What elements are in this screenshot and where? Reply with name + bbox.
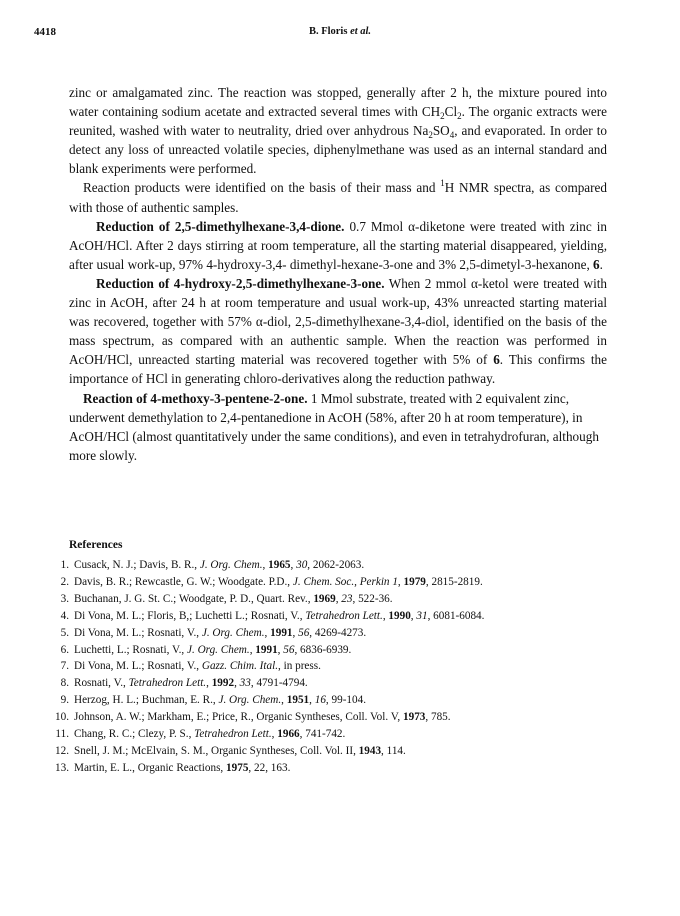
reference-volume: 56 xyxy=(298,626,310,639)
reference-item xyxy=(53,692,613,709)
reference-number: 5. xyxy=(60,626,69,639)
text: Cl xyxy=(444,104,458,120)
reference-item xyxy=(53,760,613,777)
reference-separator: , xyxy=(382,609,389,622)
reference-volume: 16 xyxy=(314,694,326,707)
running-header-authors: B. Floris xyxy=(308,26,348,37)
reference-separator: , xyxy=(277,643,284,656)
text: When 2 mmol α-ketol were treated with zinc in AcOH, after 24 h at room temperature and usual work-up, 43% unreacted starting material was recovered, together with 57% α-diol, 2,5-dimethylhexane-3,4-diol, identified on the basis of the mass spectrum, as compared with an authentic sample. When the reaction was performed in AcOH/HCl, unreacted starting material was recovered together with 5% of xyxy=(69,275,607,368)
reference-volume: 23 xyxy=(341,592,353,605)
reference-separator: , in press. xyxy=(278,660,321,673)
reference-separator: , xyxy=(410,609,417,622)
reference-journal: J. Org. Chem. xyxy=(218,694,282,707)
reference-pages: , 4269-4273. xyxy=(309,626,367,639)
reference-authors: Buchanan, J. G. St. C.; Woodgate, P. D., Quart. Rev., xyxy=(74,592,314,605)
reference-journal: Tetrahedron Lett. xyxy=(305,609,383,622)
reference-journal: J. Org. Chem. xyxy=(199,559,263,571)
reference-pages: , 4791-4794. xyxy=(250,677,308,690)
reference-item xyxy=(53,709,613,726)
article-body xyxy=(69,83,607,465)
reference-separator: , xyxy=(271,728,278,741)
reference-number: 7. xyxy=(60,660,69,673)
reference-year: 1966 xyxy=(277,728,300,741)
reference-item xyxy=(53,625,613,642)
reference-volume: 33 xyxy=(239,677,251,690)
reference-authors: Di Vona, M. L.; Rosnati, V., xyxy=(74,660,202,673)
reference-number: 6. xyxy=(60,643,69,656)
paragraph-ketol-reduction xyxy=(69,274,607,389)
reference-number: 12. xyxy=(55,744,69,757)
references-heading: References xyxy=(69,539,123,551)
reference-authors: Chang, R. C.; Clezy, P. S., xyxy=(74,728,195,741)
reference-separator: , xyxy=(249,643,256,656)
reference-authors: Di Vona, M. L.; Rosnati, V., xyxy=(74,626,202,639)
reference-separator: , xyxy=(281,694,287,707)
text: H NMR spectra, as compared with those of authentic samples. xyxy=(69,180,608,215)
reference-year: 1951 xyxy=(286,694,310,707)
reference-item xyxy=(53,574,613,591)
reference-item xyxy=(53,591,613,608)
reference-volume: 30 xyxy=(296,559,308,571)
reference-item xyxy=(53,608,613,625)
compound-number: 6 xyxy=(593,256,600,272)
reference-pages: 785. xyxy=(430,711,451,724)
reference-year: 1990 xyxy=(388,609,411,622)
text: , and evaporated. In order to detect any loss of unreacted volatile species, diphenylmethane was used as an internal standard and blank experiments were performed. xyxy=(69,123,607,177)
reference-pages: , 522-36. xyxy=(352,592,393,605)
reference-authors: Snell, J. M.; McElvain, S. M., Organic Syntheses, Coll. Vol. II, xyxy=(74,744,359,757)
reference-authors: Luchetti, L.; Rosnati, V., xyxy=(74,643,188,656)
reference-volume: 56 xyxy=(283,643,295,656)
reference-separator: , xyxy=(290,559,297,571)
subscript: 2 xyxy=(457,111,462,122)
reference-pages: , 2062-2063. xyxy=(307,559,365,571)
reference-item xyxy=(53,675,613,692)
reference-pages: 2815-2819. xyxy=(431,575,483,588)
subscript: 2 xyxy=(440,111,445,122)
reference-separator: , xyxy=(248,761,254,774)
reference-separator: , xyxy=(262,559,269,571)
reference-authors: Martin, E. L., Organic Reactions, xyxy=(74,761,227,774)
reference-item xyxy=(53,743,613,760)
reference-year: 1991 xyxy=(270,626,293,639)
section-heading: Reduction of 2,5-dimethylhexane-3,4-dione. xyxy=(96,218,345,234)
paragraph-dione-reduction xyxy=(69,217,607,274)
reference-authors: Cusack, N. J.; Davis, B. R., xyxy=(74,559,200,571)
reference-number: 3. xyxy=(60,592,69,605)
reference-volume: 31 xyxy=(416,609,428,622)
subscript: 4 xyxy=(449,130,455,141)
text: . This confirms the importance of HCl in generating chloro-derivatives along the reduction pathway. xyxy=(69,352,608,387)
text: 0.7 Mmol α-diketone were treated with zinc in AcOH/HCl. After 2 days stirring at room temperature, all the starting material disappeared, yielding, after usual work-up, 97% 4-hydroxy-3,4- dimethyl-hexane-3-one and 3% 2,5-dimetyl-3-hexanone, xyxy=(69,218,607,272)
reference-year: 1973 xyxy=(403,711,426,724)
reference-number: 4. xyxy=(60,609,69,622)
reference-number: 2. xyxy=(60,575,69,588)
paragraph-methoxy-reaction xyxy=(69,389,607,465)
reference-separator: , xyxy=(206,677,212,690)
reference-number: 13. xyxy=(55,761,69,774)
reference-journal: Gazz. Chim. Ital. xyxy=(201,660,279,673)
text: SO xyxy=(432,123,450,139)
reference-year: 1943 xyxy=(358,744,382,757)
reference-number: 10. xyxy=(55,711,69,724)
references-list xyxy=(53,557,613,777)
reference-separator: , xyxy=(335,592,342,605)
reference-separator: , xyxy=(299,728,306,741)
reference-year: 1975 xyxy=(226,761,249,774)
page-number: 4418 xyxy=(34,26,56,38)
reference-separator: , xyxy=(425,711,431,724)
reference-item xyxy=(53,557,613,574)
paragraph-workup xyxy=(69,83,607,178)
reference-journal: J. Org. Chem. xyxy=(187,643,250,656)
reference-authors: Di Vona, M. L.; Floris, B,; Luchetti L.; Rosnati, V., xyxy=(74,609,306,622)
reference-number: 9. xyxy=(60,694,69,707)
section-heading: Reaction of 4-methoxy-3-pentene-2-one. xyxy=(83,390,308,406)
reference-separator: , xyxy=(381,744,387,757)
text: Reaction products were identified on the basis of their mass and xyxy=(83,180,441,196)
reference-journal: J. Org. Chem. xyxy=(201,626,265,639)
reference-pages: , 6081-6084. xyxy=(427,609,485,622)
reference-pages: 114. xyxy=(386,744,406,757)
running-header xyxy=(0,26,680,37)
reference-separator: , xyxy=(425,575,432,588)
reference-pages: 22, 163. xyxy=(254,761,291,774)
reference-year: 1991 xyxy=(255,643,278,656)
reference-separator: , xyxy=(264,626,271,639)
text: 1 Mmol substrate, treated with 2 equivalent zinc, underwent demethylation to 2,4-pentanedione in AcOH (58%, after 20 h at room temperature), in AcOH/HCl (almost quantitatively under the same conditions), and even in tetrahydrofuran, although more slowly. xyxy=(69,390,599,463)
text: . The organic extracts were reunited, washed with water to neutrality, dried over anhydrous Na xyxy=(69,104,607,139)
reference-separator: , xyxy=(292,626,299,639)
reference-authors: Davis, B. R.; Rewcastle, G. W.; Woodgate. P.D., xyxy=(74,575,293,588)
reference-separator: , xyxy=(234,677,240,690)
reference-separator: , xyxy=(397,575,404,588)
reference-year: 1979 xyxy=(403,575,426,588)
section-heading: Reduction of 4-hydroxy-2,5-dimethylhexane-3-one. xyxy=(96,275,385,291)
reference-journal: Tetrahedron Lett. xyxy=(128,677,207,690)
reference-journal: Tetrahedron Lett. xyxy=(194,728,272,741)
reference-pages: 741-742. xyxy=(305,728,346,741)
paragraph-identification xyxy=(69,178,607,216)
reference-item xyxy=(53,726,613,743)
superscript: 1 xyxy=(440,178,445,189)
reference-item xyxy=(53,642,613,659)
text: . xyxy=(599,256,603,272)
reference-number: 11. xyxy=(55,728,69,741)
reference-separator: , xyxy=(309,694,315,707)
reference-number: 1. xyxy=(60,559,69,571)
reference-authors: Rosnati, V., xyxy=(74,677,129,690)
reference-journal: J. Chem. Soc., Perkin 1 xyxy=(292,575,398,588)
reference-pages: , 99-104. xyxy=(325,694,366,707)
reference-year: 1965 xyxy=(268,559,291,571)
text: zinc or amalgamated zinc. The reaction was stopped, generally after 2 h, the mixture poured into water containing sodium acetate and extracted several times with CH xyxy=(69,85,607,120)
running-header-et-al: et al. xyxy=(350,26,372,37)
reference-authors: Herzog, H. L.; Buchman, E. R., xyxy=(74,694,219,707)
reference-item xyxy=(53,658,613,675)
reference-authors: Johnson, A. W.; Markham, E.; Price, R., Organic Syntheses, Coll. Vol. V, xyxy=(74,711,404,724)
reference-pages: , 6836-6939. xyxy=(294,643,352,656)
subscript: 2 xyxy=(428,130,433,141)
compound-number: 6 xyxy=(493,352,500,368)
reference-number: 8. xyxy=(60,677,69,690)
reference-year: 1992 xyxy=(211,677,235,690)
reference-year: 1969 xyxy=(313,592,336,605)
